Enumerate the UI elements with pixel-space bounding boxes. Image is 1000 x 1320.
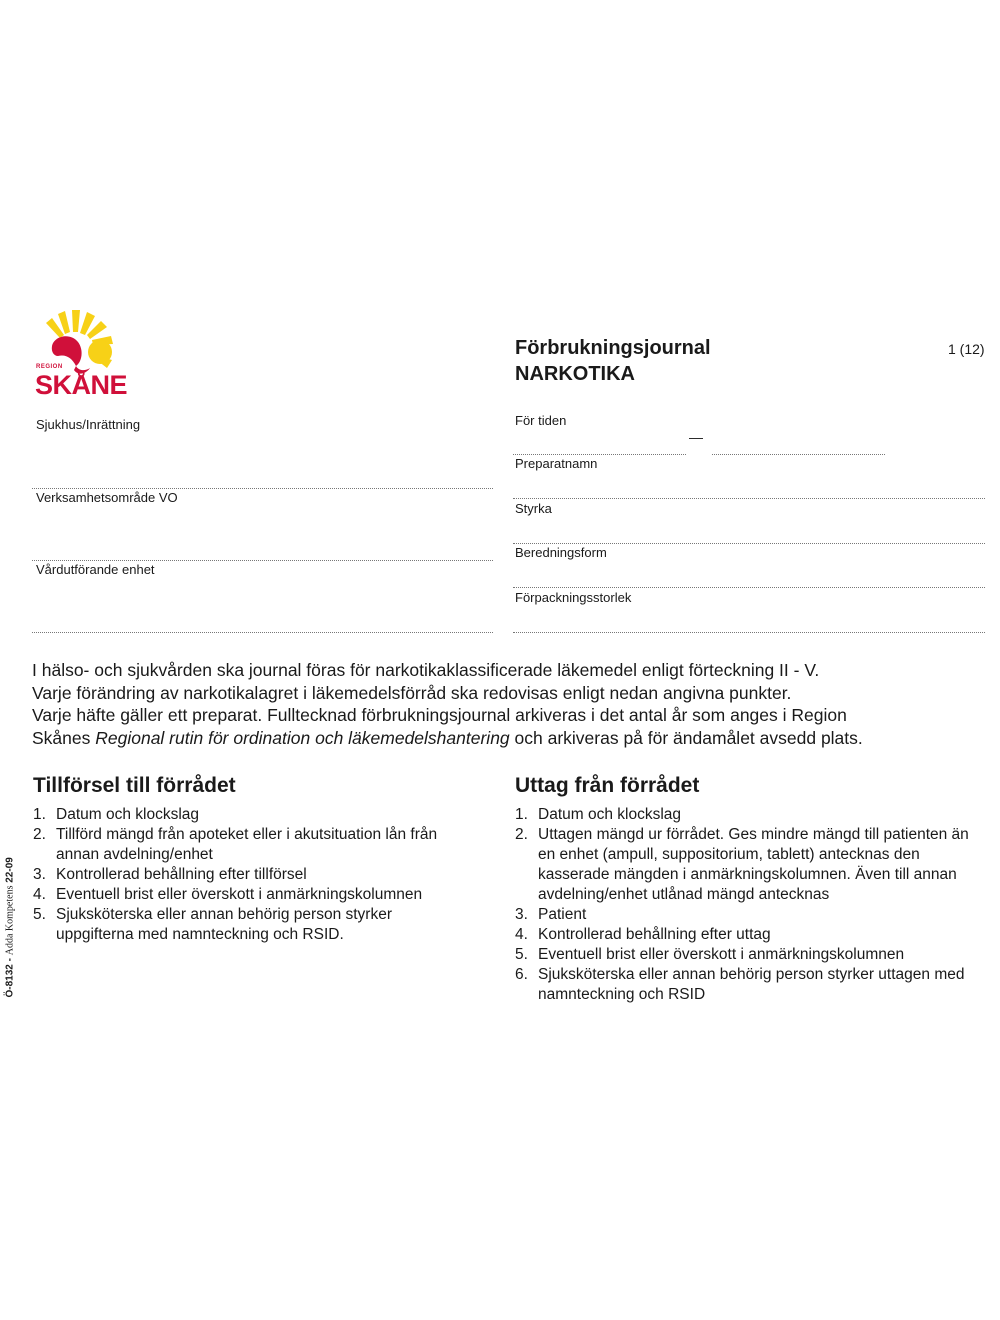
title-line-1: Förbrukningsjournal — [515, 337, 711, 359]
intro-line-3: Varje häfte gäller ett preparat. Fulltecknad förbrukningsjournal arkiveras i det antal år som anges i Region — [32, 705, 847, 725]
form-code: Ö-8132 - — [4, 958, 16, 998]
field-label-hospital: Sjukhus/Inrättning — [36, 417, 141, 432]
intro-line-4: Skånes Regional rutin för ordination och läkemedelshantering och arkiveras på för ändamålet avsedd plats. — [32, 727, 863, 748]
printer-name: Adda Kompetens — [4, 885, 16, 956]
business-area-input-line[interactable] — [32, 560, 493, 561]
list-item: 3. Patient — [515, 906, 587, 923]
region-skane-logo — [32, 308, 132, 400]
list-item: 5. Eventuell brist eller överskott i anmärkningskolumnen — [515, 946, 905, 963]
list-item: 5. Sjuksköterska eller annan behörig person styrker uppgifterna med namnteckning och RSID. — [33, 906, 393, 943]
list-item: 4. Eventuell brist eller överskott i anmärkningskolumnen — [33, 886, 423, 903]
list-item: 6. Sjuksköterska eller annan behörig person styrker uttagen med namnteckning och RSID — [515, 966, 965, 1003]
period-to-input-line[interactable] — [712, 454, 885, 455]
supply-section-title: Tillförsel till förrådet — [33, 774, 236, 797]
strength-input-line[interactable] — [513, 543, 985, 544]
form-code-vertical — [5, 838, 16, 998]
list-item: 1. Datum och klockslag — [515, 806, 682, 823]
logo-region-text: REGION — [36, 364, 63, 370]
drug-name-input-line[interactable] — [513, 498, 985, 499]
document-title — [515, 335, 711, 387]
list-item: 2. Uttagen mängd ur förrådet. Ges mindre mängd till patienten än en enhet (ampull, suppositorium, tablett) antecknas den kasserade mängden i anmärkningskolumnen. Även till annan avdelning/enhet utlånad mängd antecknas — [515, 826, 969, 903]
logo-skane-text: SKÅNE — [35, 370, 128, 400]
list-item: 4. Kontrollerad behållning efter uttag — [515, 926, 771, 943]
intro-line-1: I hälso- och sjukvården ska journal föras för narkotikaklassificerade läkemedel enligt förteckning II - V. — [32, 660, 820, 680]
field-label-drug-name: Preparatnamn — [515, 456, 598, 471]
dosage-form-input-line[interactable] — [513, 587, 985, 588]
field-label-dosage-form: Beredningsform — [515, 545, 607, 560]
field-label-period: För tiden — [515, 413, 567, 428]
routine-title: Regional rutin för ordination och läkemedelshantering — [95, 727, 510, 748]
hospital-input-line[interactable] — [32, 488, 493, 489]
period-from-input-line[interactable] — [513, 454, 686, 455]
form-date: 22-09 — [4, 857, 16, 883]
field-label-care-unit: Vårdutförande enhet — [36, 562, 155, 577]
period-separator: — — [689, 429, 703, 445]
withdrawal-steps-list — [515, 805, 987, 1005]
list-item: 2. Tillförd mängd från apoteket eller i akutsituation lån från annan avdelning/enhet — [33, 826, 438, 863]
package-size-input-line[interactable] — [513, 632, 985, 633]
field-label-package-size: Förpackningsstorlek — [515, 590, 632, 605]
withdrawal-section-title: Uttag från förrådet — [515, 774, 700, 797]
intro-line-2: Varje förändring av narkotikalagret i läkemedelsförråd ska redovisas enligt nedan angivna punkter. — [32, 682, 792, 703]
title-line-2: NARKOTIKA — [515, 363, 635, 385]
list-item: 3. Kontrollerad behållning efter tillförsel — [33, 866, 307, 883]
page-number: 1 (12) — [948, 341, 985, 357]
supply-steps-list — [33, 805, 463, 945]
intro-paragraph — [32, 659, 992, 749]
field-label-strength: Styrka — [515, 501, 552, 516]
field-label-business-area: Verksamhetsområde VO — [36, 490, 178, 505]
list-item: 1. Datum och klockslag — [33, 806, 200, 823]
care-unit-input-line[interactable] — [32, 632, 493, 633]
